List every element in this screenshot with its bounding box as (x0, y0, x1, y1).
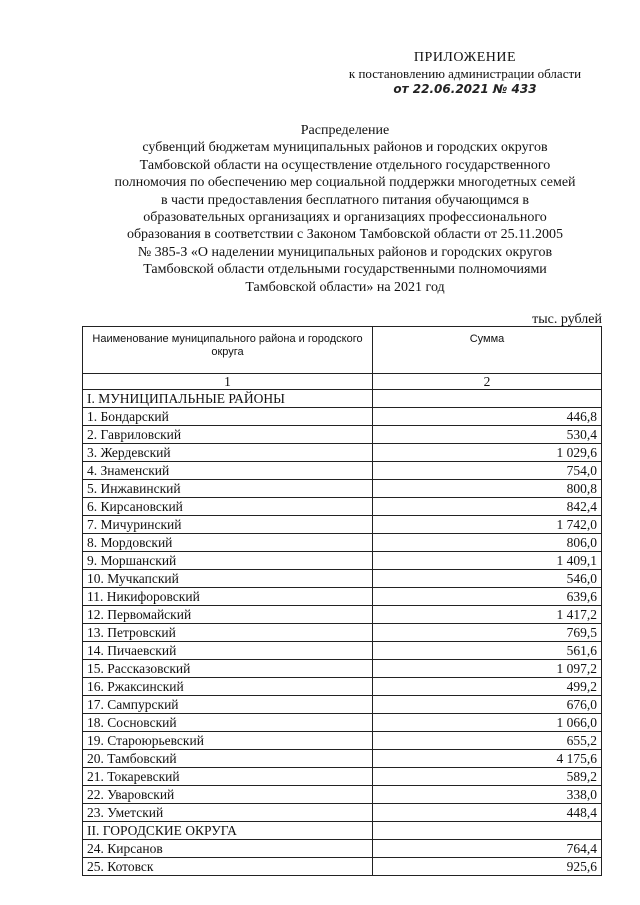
table-row (83, 660, 602, 678)
table-row (83, 462, 602, 480)
title-line: полномочия по обеспечению мер социальной поддержки многодетных семей (114, 175, 576, 191)
row-name: 15. Рассказовский (83, 660, 373, 678)
section-empty-cell (373, 390, 602, 408)
table-row (83, 624, 602, 642)
row-name: 6. Кирсановский (83, 498, 373, 516)
table-row (83, 606, 602, 624)
resolution-date-number: от 22.06.2021 № 433 (393, 82, 537, 96)
distribution-table (82, 326, 602, 876)
row-name: 7. Мичуринский (83, 516, 373, 534)
row-name: 24. Кирсанов (83, 840, 373, 858)
document-title (80, 122, 610, 296)
table-row (83, 786, 602, 804)
row-amount: 589,2 (373, 768, 602, 786)
row-name: 23. Уметский (83, 804, 373, 822)
section-heading-districts: I. МУНИЦИПАЛЬНЫЕ РАЙОНЫ (83, 390, 373, 408)
table-row (83, 858, 602, 876)
row-amount: 338,0 (373, 786, 602, 804)
table-row (83, 552, 602, 570)
row-amount: 925,6 (373, 858, 602, 876)
row-amount: 1 417,2 (373, 606, 602, 624)
title-line: Тамбовской области» на 2021 год (245, 279, 445, 295)
row-amount: 448,4 (373, 804, 602, 822)
row-amount: 561,6 (373, 642, 602, 660)
title-line: Тамбовской области отдельными государственными полномочиями (143, 262, 547, 278)
row-name: 3. Жердевский (83, 444, 373, 462)
column-header-name: Наименование муниципального района и городского округа (83, 327, 373, 374)
title-line: образовательных организациях и организациях профессионального (143, 210, 547, 226)
title-line: субвенций бюджетам муниципальных районов и городских округов (142, 140, 548, 156)
row-amount: 546,0 (373, 570, 602, 588)
row-name: 20. Тамбовский (83, 750, 373, 768)
row-amount: 676,0 (373, 696, 602, 714)
row-amount: 769,5 (373, 624, 602, 642)
row-name: 11. Никифоровский (83, 588, 373, 606)
table-row (83, 426, 602, 444)
row-name: 21. Токаревский (83, 768, 373, 786)
row-name: 9. Моршанский (83, 552, 373, 570)
row-amount: 4 175,6 (373, 750, 602, 768)
column-number: 2 (373, 374, 602, 390)
row-amount: 1 742,0 (373, 516, 602, 534)
column-number: 1 (83, 374, 373, 390)
row-amount: 800,8 (373, 480, 602, 498)
row-amount: 1 409,1 (373, 552, 602, 570)
row-amount: 1 066,0 (373, 714, 602, 732)
appendix-header (320, 50, 610, 96)
table-row (83, 588, 602, 606)
table-row (83, 642, 602, 660)
row-amount: 1 097,2 (373, 660, 602, 678)
row-name: 18. Сосновский (83, 714, 373, 732)
row-amount: 754,0 (373, 462, 602, 480)
table-row (83, 408, 602, 426)
table-row (83, 696, 602, 714)
row-amount: 446,8 (373, 408, 602, 426)
row-amount: 842,4 (373, 498, 602, 516)
row-name: 4. Знаменский (83, 462, 373, 480)
row-name: 12. Первомайский (83, 606, 373, 624)
table-row (83, 498, 602, 516)
column-header-sum: Сумма (373, 327, 602, 374)
row-name: 22. Уваровский (83, 786, 373, 804)
row-name: 14. Пичаевский (83, 642, 373, 660)
row-amount: 764,4 (373, 840, 602, 858)
row-amount: 806,0 (373, 534, 602, 552)
table-row (83, 516, 602, 534)
row-amount: 530,4 (373, 426, 602, 444)
table-row (83, 840, 602, 858)
row-name: 13. Петровский (83, 624, 373, 642)
title-line: Распределение (300, 123, 390, 138)
table-row (83, 480, 602, 498)
title-line: в части предоставления бесплатного питания обучающимся в (160, 192, 530, 208)
table-row (83, 570, 602, 588)
row-name: 16. Ржаксинский (83, 678, 373, 696)
row-name: 19. Староюрьевский (83, 732, 373, 750)
table-row (83, 750, 602, 768)
table-row (83, 444, 602, 462)
row-name: 1. Бондарский (83, 408, 373, 426)
title-line: Тамбовской области на осуществление отдельного государственного (139, 157, 551, 173)
row-amount: 1 029,6 (373, 444, 602, 462)
table-row (83, 678, 602, 696)
row-amount: 499,2 (373, 678, 602, 696)
row-name: 17. Сампурский (83, 696, 373, 714)
row-name: 5. Инжавинский (83, 480, 373, 498)
table-row (83, 768, 602, 786)
title-line: № 385-З «О наделении муниципальных районов и городских округов (137, 244, 553, 260)
row-amount: 639,6 (373, 588, 602, 606)
row-name: 8. Мордовский (83, 534, 373, 552)
table-row (83, 534, 602, 552)
units-label: тыс. рублей (532, 312, 602, 327)
section-heading-city-districts: II. ГОРОДСКИЕ ОКРУГА (83, 822, 373, 840)
table-row (83, 732, 602, 750)
appendix-title: ПРИЛОЖЕНИЕ (413, 50, 517, 65)
table-row (83, 804, 602, 822)
section-empty-cell (373, 822, 602, 840)
row-name: 25. Котовск (83, 858, 373, 876)
row-name: 2. Гавриловский (83, 426, 373, 444)
row-name: 10. Мучкапский (83, 570, 373, 588)
appendix-subtitle: к постановлению администрации области (348, 66, 582, 81)
table-row (83, 714, 602, 732)
title-line: образования в соответствии с Законом Тамбовской области от 25.11.2005 (126, 227, 564, 243)
row-amount: 655,2 (373, 732, 602, 750)
